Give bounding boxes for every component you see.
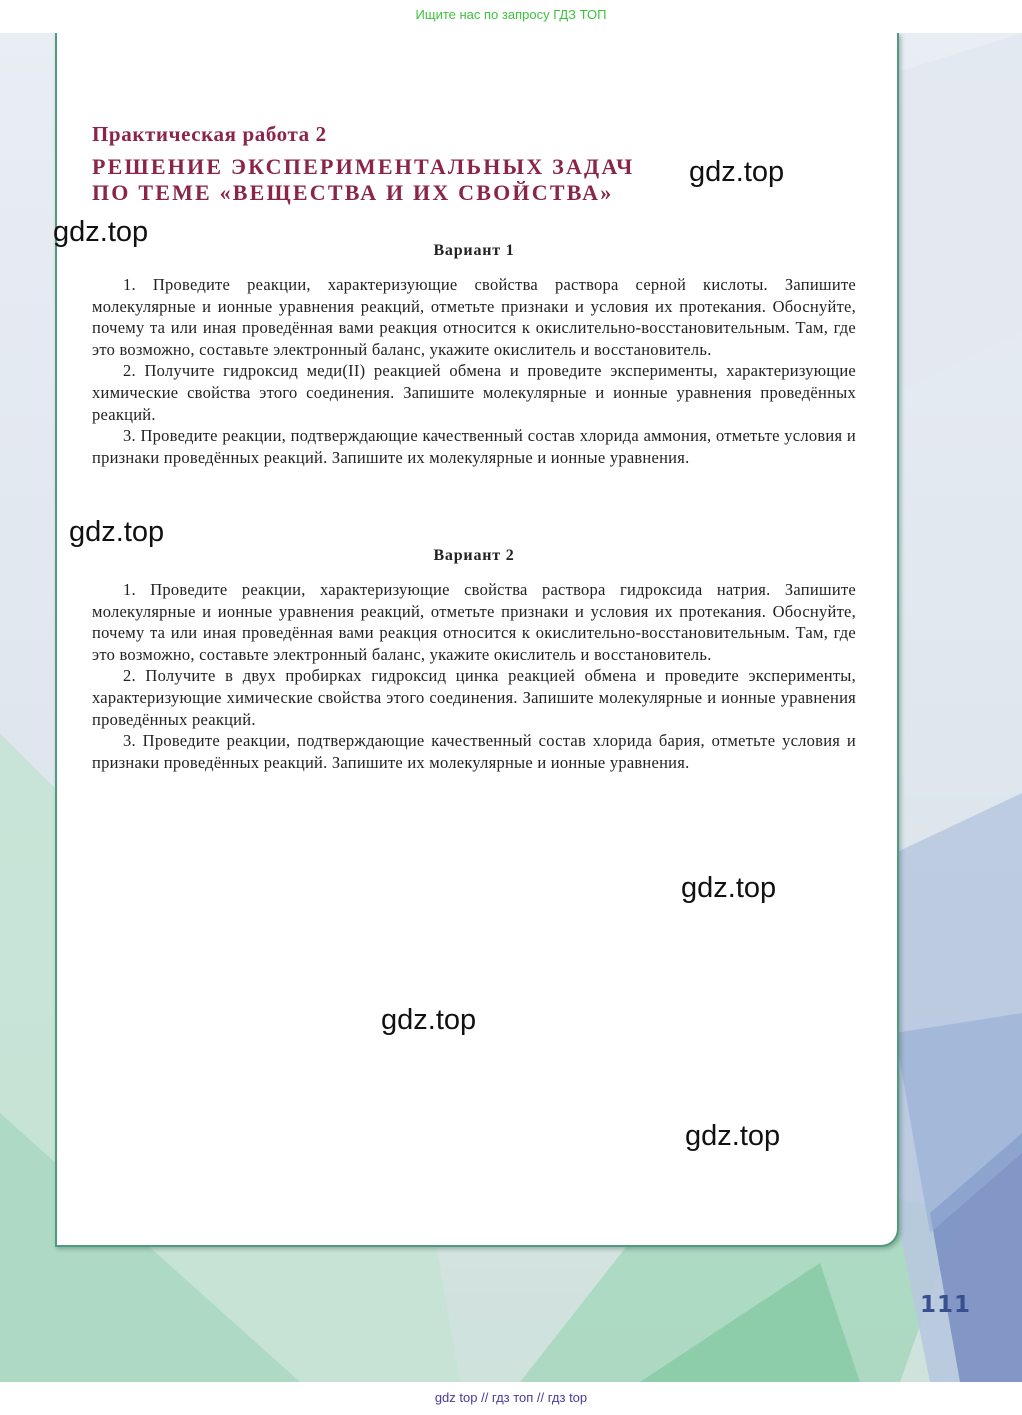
watermark: gdz.top [381, 1004, 477, 1036]
variant-1-title: Вариант 1 [433, 242, 515, 259]
watermark: gdz.top [53, 216, 149, 248]
variant-2-task-2: 2. Получите в двух пробирках гидроксид цинка реакцией обмена и проведите эксперименты, характеризующие химические свойства этого соединения. Запишите молекулярные и ионные уравнения проведённых реакций. [92, 666, 856, 729]
variant-2-title: Вариант 2 [433, 547, 515, 564]
footer-bar [0, 1382, 1022, 1415]
banner-text: Ищите нас по запросу ГДЗ ТОП [415, 7, 607, 22]
variant-1-task-2: 2. Получите гидроксид меди(II) реакцией обмена и проведите эксперименты, характеризующие химические свойства этого соединения. Запишите молекулярные и ионные уравнения проведённых реакций. [92, 361, 856, 424]
variant-2-tasks [92, 579, 856, 773]
variant-2-task-3: 3. Проведите реакции, подтверждающие качественный состав хлорида бария, отметьте условия и признаки проведённых реакций. Запишите их молекулярные и ионные уравнения. [92, 731, 856, 772]
watermark: gdz.top [685, 1120, 781, 1152]
footer-text: gdz top // гдз топ // гдз top [434, 1390, 588, 1405]
variant-1-tasks [92, 274, 856, 468]
variant-1-task-3: 3. Проведите реакции, подтверждающие качественный состав хлорида аммония, отметьте условия и признаки проведённых реакций. Запишите их молекулярные и ионные уравнения. [92, 426, 856, 467]
practical-work-title: Практическая работа 2 [92, 122, 327, 146]
topic-title [92, 154, 634, 206]
watermark: gdz.top [69, 516, 165, 548]
page-number: 111 [920, 1292, 972, 1318]
topic-title-line-1: РЕШЕНИЕ ЭКСПЕРИМЕНТАЛЬНЫХ ЗАДАЧ [92, 154, 635, 179]
variant-1-task-1: 1. Проведите реакции, характеризующие свойства раствора серной кислоты. Запишите молекулярные и ионные уравнения реакций, отметьте признаки и условия их протекания. Обоснуйте, почему та или иная проведённая вами реакция относится к окислительно-восстановительным. Там, где это возможно, составьте электронный баланс, укажите окислитель и восстановитель. [92, 275, 856, 359]
variant-2-task-1: 1. Проведите реакции, характеризующие свойства раствора гидроксида натрия. Запишите молекулярные и ионные уравнения реакций, отметьте признаки и условия их протекания. Обоснуйте, почему та или иная проведённая вами реакция относится к окислительно-восстановительным. Там, где это возможно, составьте электронный баланс, укажите окислитель и восстановитель. [92, 580, 856, 664]
top-banner [0, 0, 1022, 33]
watermark: gdz.top [681, 872, 777, 904]
topic-title-line-2: ПО ТЕМЕ «ВЕЩЕСТВА И ИХ СВОЙСТВА» [92, 180, 614, 205]
watermark: gdz.top [689, 156, 785, 188]
